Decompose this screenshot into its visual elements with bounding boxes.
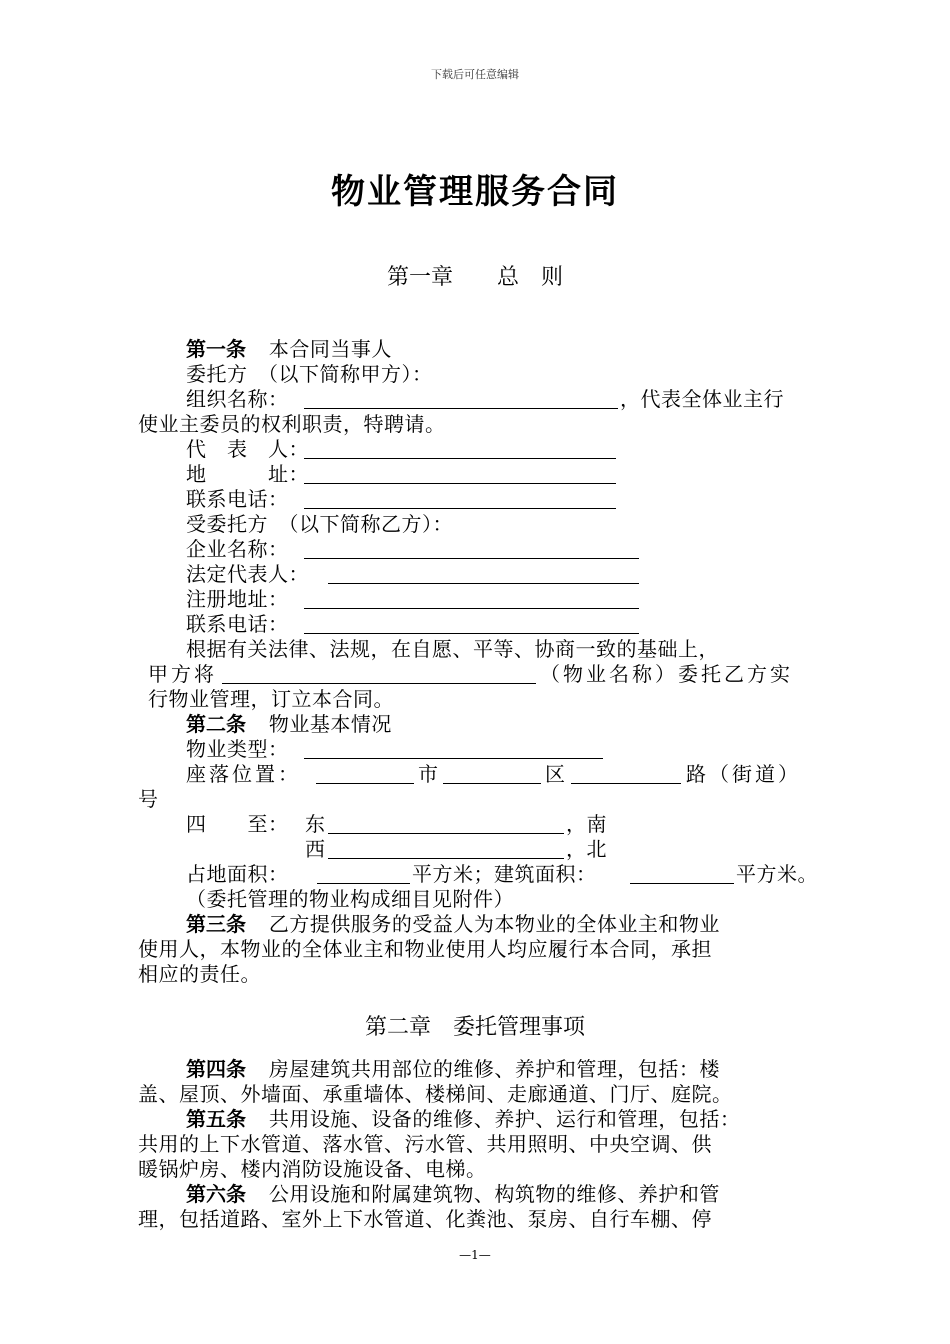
basis-line-2b: （物业名称）委托乙方实 (540, 662, 793, 686)
property-name-blank[interactable] (222, 683, 536, 684)
article-4-line-2: 盖、屋顶、外墙面、承重墙体、楼梯间、走廊通道、门厅、庭院。 (138, 1082, 733, 1106)
party-a-phone-blank[interactable] (304, 508, 616, 509)
basis-line-3: 行物业管理，订立本合同。 (148, 687, 394, 711)
party-b-reg-blank[interactable] (304, 608, 639, 609)
article-5-label: 第五条 (186, 1107, 246, 1131)
article-5 (186, 1107, 740, 1132)
building-area-unit: 平方米。 (736, 862, 818, 886)
article-3 (186, 912, 720, 937)
party-a-org-tail: ，代表全体业主行 (620, 387, 784, 411)
party-a-org-cont: 使业主委员的权利职责，特聘请。 (138, 412, 446, 436)
location-city-blank[interactable] (316, 783, 414, 784)
party-b-phone-label: 联系电话： (186, 612, 289, 636)
chapter-2-heading: 第二章 委托管理事项 (364, 1015, 585, 1040)
party-b-legal-label: 法定代表人： (186, 562, 309, 586)
article-1-text: 本合同当事人 (268, 337, 392, 361)
article-3-line-1: 乙方提供服务的受益人为本物业的全体业主和物业 (268, 912, 720, 936)
party-b-phone-blank[interactable] (304, 633, 639, 634)
basis-line-2a: 甲方将 (148, 662, 217, 686)
article-2-text: 物业基本情况 (268, 712, 392, 736)
document-title: 物业管理服务合同 (331, 172, 619, 212)
location-number: 号 (138, 787, 159, 811)
article-5-line-3: 暖锅炉房、楼内消防设施设备、电梯。 (138, 1157, 487, 1181)
party-b-intro: 受委托方 （以下简称乙方）： (186, 512, 453, 536)
party-a-org-blank[interactable] (304, 408, 618, 409)
location-road-blank[interactable] (571, 783, 681, 784)
boundary-north: ，北 (566, 837, 607, 861)
boundary-west-blank[interactable] (328, 858, 564, 859)
party-a-rep-blank[interactable] (304, 458, 616, 459)
article-3-label: 第三条 (186, 912, 246, 936)
party-a-rep-label: 代 表 人： (186, 437, 309, 461)
land-area-label: 占地面积： (186, 862, 289, 886)
location-district: 区 (545, 762, 566, 786)
land-area-blank[interactable] (317, 883, 410, 884)
location-district-blank[interactable] (443, 783, 541, 784)
article-5-line-2: 共用的上下水管道、落水管、污水管、共用照明、中央空调、供 (138, 1132, 712, 1156)
party-a-addr-blank[interactable] (304, 483, 616, 484)
article-6-label: 第六条 (186, 1182, 246, 1206)
article-4-line-1: 房屋建筑共用部位的维修、养护和管理，包括：楼 (268, 1057, 720, 1081)
header-note: 下载后可任意编辑 (431, 68, 519, 81)
article-5-line-1: 共用设施、设备的维修、养护、运行和管理，包括： (268, 1107, 741, 1131)
article-2-label: 第二条 (186, 712, 246, 736)
party-a-phone-label: 联系电话： (186, 487, 289, 511)
land-area-unit: 平方米；建筑面积： (412, 862, 597, 886)
article-6 (186, 1182, 720, 1207)
boundary-label: 四 至： (186, 812, 289, 836)
location-city: 市 (418, 762, 439, 786)
boundary-east: 东 (305, 812, 326, 836)
location-label: 座落位置： (186, 762, 301, 786)
property-type-label: 物业类型： (186, 737, 289, 761)
article-6-line-2: 理，包括道路、室外上下水管道、化粪池、泵房、自行车棚、停 (138, 1207, 712, 1231)
location-road: 路（街道） (686, 762, 801, 786)
boundary-south: ，南 (566, 812, 607, 836)
article-4 (186, 1057, 720, 1082)
article-1-label: 第一条 (186, 337, 246, 361)
article-2 (186, 712, 392, 737)
party-b-reg-label: 注册地址： (186, 587, 289, 611)
chapter-1-heading: 第一章 总 则 (386, 265, 563, 290)
party-a-org-label: 组织名称： (186, 387, 289, 411)
party-a-intro: 委托方 （以下简称甲方）： (186, 362, 433, 386)
boundary-west: 西 (305, 837, 326, 861)
property-type-blank[interactable] (304, 758, 603, 759)
article-1 (186, 337, 392, 362)
party-a-addr-label: 地 址： (186, 462, 309, 486)
article-3-line-3: 相应的责任。 (138, 962, 261, 986)
article-6-line-1: 公用设施和附属建筑物、构筑物的维修、养护和管 (268, 1182, 720, 1206)
building-area-blank[interactable] (630, 883, 734, 884)
party-b-legal-blank[interactable] (328, 583, 639, 584)
page-number: —1— (459, 1248, 491, 1262)
party-b-ent-label: 企业名称： (186, 537, 289, 561)
attachment-note: （委托管理的物业构成细目见附件） (186, 887, 514, 911)
article-4-label: 第四条 (186, 1057, 246, 1081)
article-3-line-2: 使用人，本物业的全体业主和物业使用人均应履行本合同，承担 (138, 937, 712, 961)
party-b-ent-blank[interactable] (304, 558, 639, 559)
basis-line-1: 根据有关法律、法规，在自愿、平等、协商一致的基础上， (186, 637, 719, 661)
boundary-east-blank[interactable] (328, 833, 564, 834)
